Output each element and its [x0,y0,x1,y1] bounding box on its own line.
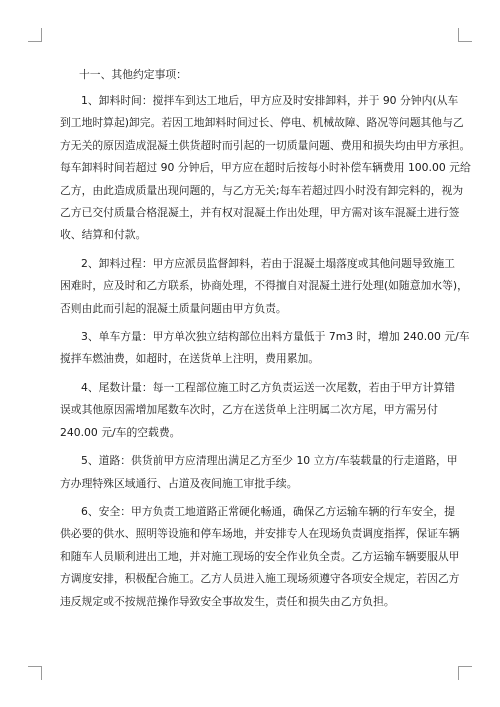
crop-mark-bottom-right-h [458,666,472,667]
clause-line: 误或其他原因需增加尾数车次时，乙方在送货单上注明属二次方尾，甲方需另付 [60,403,438,417]
clause-line: 乙方已交付质量合格混凝土，并有权对混凝土作出处理，甲方需对该车混凝土进行签 [60,206,460,220]
clause-unloading-process [60,253,468,320]
clause-line: 搅拌车燃油费，如超时，在送货单上注明，费用累加。 [60,352,320,366]
clause-line: 3、单车方量：甲方单次独立结构部位出料方量低于 7m3 时，增加 240.00 元/车 [81,330,470,344]
section-heading: 十一、其他约定事项： [79,68,187,81]
crop-mark-bottom-left-v [41,666,42,680]
clause-line: 困难时，应及时和乙方联系，协商处理，不得擅自对混凝土进行处理(如随意加水等)， [60,279,468,293]
clause-line: 违反规定或不按规范操作导致安全事故发生，责任和损失由乙方负担。 [60,594,395,608]
clause-line: 方调度安排，积极配合施工。乙方人员进入施工现场须遵守各项安全规定，若因乙方 [60,572,460,586]
clause-line: 2、卸料过程：甲方应派员监督卸料，若由于混凝土塌落度或其他问题导致施工 [81,256,455,270]
clause-line: 供必要的供水、照明等设施和停车场地，并安排专人在现场负责调度指挥，保证车辆 [60,527,460,541]
crop-mark-bottom-right-v [458,666,459,680]
clause-unloading-time [60,90,471,247]
clause-line: 收、结算和付款。 [60,228,147,242]
clause-remainder-measurement [60,377,455,444]
crop-mark-top-right-h [458,41,472,42]
crop-mark-top-left-v [41,28,42,42]
clause-line: 方无关的原因造成混凝土供货超时而引起的一切质量问题、费用和损失均由甲方承担。 [60,138,471,152]
clause-safety [60,501,460,613]
clause-line: 乙方，由此造成质量出现问题的，与乙方无关;每车若超过四小时没有卸完料的，视为 [60,183,464,197]
clause-line: 240.00 元/车的空载费。 [60,425,181,439]
clause-line: 6、安全：甲方负责工地道路正常硬化畅通，确保乙方运输车辆的行车安全，提 [81,504,455,518]
clause-line: 和随车人员顺利进出工地，并对施工现场的安全作业负全责。乙方运输车辆要服从甲 [60,549,460,563]
clause-line: 每车卸料时间若超过 90 分钟后，甲方应在超时后按每小时补偿车辆费用 100.00 元给 [60,161,471,175]
crop-mark-bottom-left-h [28,666,42,667]
clause-line: 方办理特殊区域通行、占道及夜间施工审批手续。 [60,476,298,490]
clause-line: 5、道路：供货前甲方应清理出满足乙方至少 10 立方/车装载量的行走道路，甲 [81,454,458,468]
crop-mark-top-right-v [458,28,459,42]
clause-line: 1、卸料时间：搅拌车到达工地后，甲方应及时安排卸料，并于 90 分钟内(从车 [81,94,459,107]
clause-line: 到工地时算起)卸完。若因工地卸料时间过长、停电、机械故障、路况等问题其他与乙 [60,116,464,130]
document-body [60,64,471,619]
clause-single-load-volume [60,326,470,371]
crop-mark-top-left-h [28,41,42,42]
clause-line: 4、尾数计量：每一工程部位施工时乙方负责运送一次尾数，若由于甲方计算错 [81,380,455,394]
clause-line: 否则由此而引起的混凝土质量问题由甲方负责。 [60,301,287,315]
clause-roads [60,450,458,495]
